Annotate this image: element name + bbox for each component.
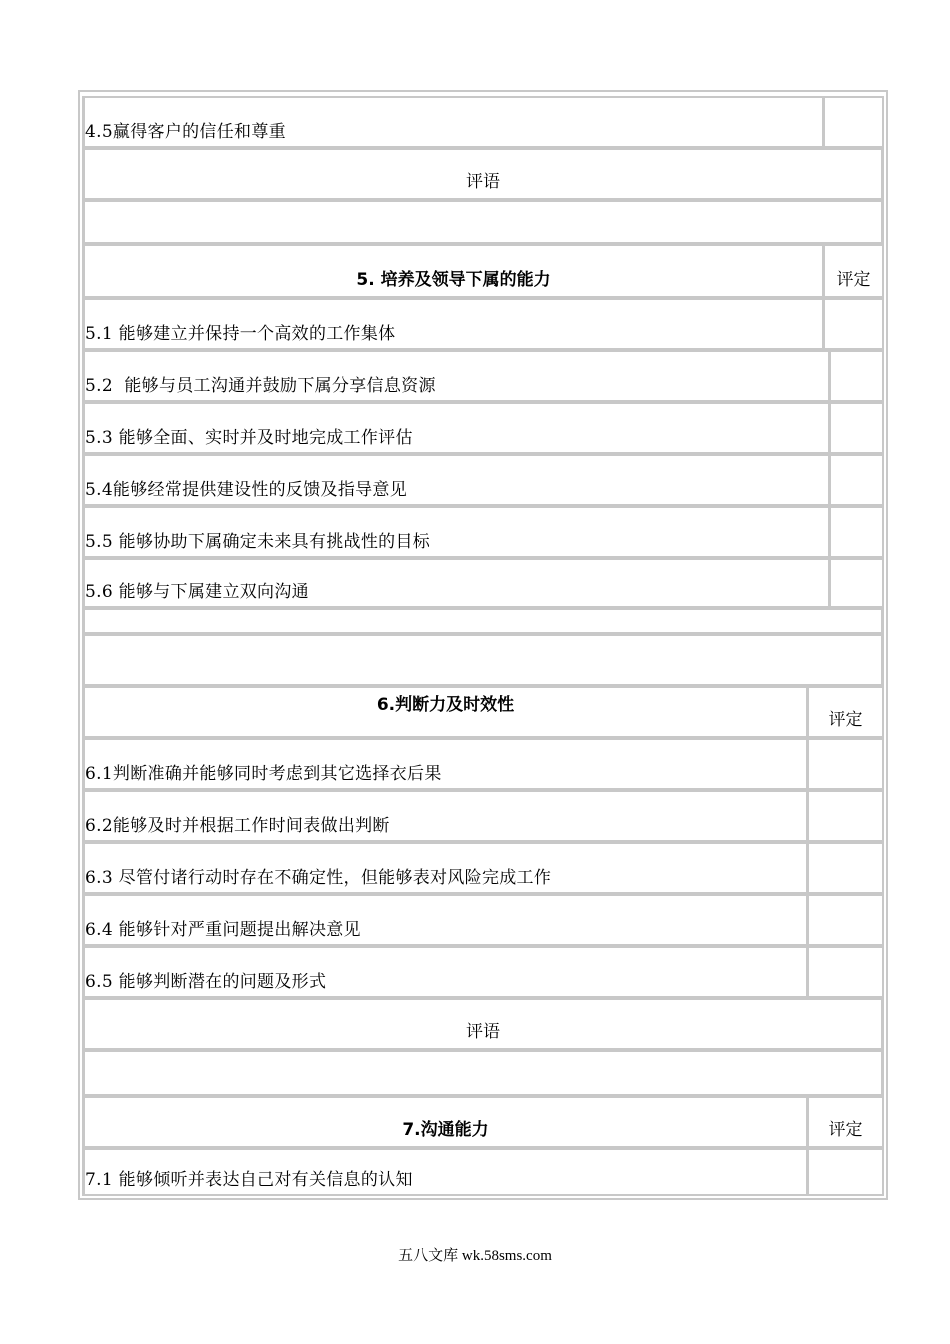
rating-cell[interactable] [822,300,882,348]
item-label: 6.3 尽管付诸行动时存在不确定性，但能够表对风险完成工作 [85,868,552,888]
table-row [82,298,884,350]
rating-cell[interactable] [806,948,882,996]
table-row [82,946,884,998]
comment-label: 评语 [466,1022,500,1042]
item-label: 5.4能够经常提供建设性的反馈及指导意见 [85,480,408,500]
table-row [82,738,884,790]
section-title: 6.判断力及时效性 [376,695,515,715]
item-label: 6.2能够及时并根据工作时间表做出判断 [85,816,390,836]
rating-cell[interactable] [806,1150,882,1194]
table-row [82,506,884,558]
spacer-row [82,634,884,686]
rating-header-cell [806,1098,882,1146]
rating-cell[interactable] [828,560,882,606]
section-title: 5. 培养及领导下属的能力 [356,270,551,290]
item-label: 6.1判断准确并能够同时考虑到其它选择衣后果 [85,764,442,784]
item-label: 7.1 能够倾听并表达自己对有关信息的认知 [85,1170,413,1190]
table-row [82,894,884,946]
comment-label-row [82,998,884,1050]
section-header-row [82,244,884,298]
comment-field[interactable] [82,1050,884,1096]
rating-label: 评定 [836,270,871,290]
item-label: 5.1 能够建立并保持一个高效的工作集体 [85,324,396,344]
rating-cell[interactable] [828,404,882,452]
rating-header-cell [822,246,882,296]
item-label: 5.2 能够与员工沟通并鼓励下属分享信息资源 [85,376,436,396]
table-row [82,558,884,608]
spacer-row [82,608,884,634]
rating-label: 评定 [828,710,863,730]
table-row [82,454,884,506]
item-label: 4.5赢得客户的信任和尊重 [85,122,286,142]
page-footer: 五八文库 wk.58sms.com [398,1248,552,1264]
section-header-row [82,686,884,738]
rating-cell[interactable] [828,508,882,556]
item-label: 5.3 能够全面、实时并及时地完成工作评估 [85,428,413,448]
item-label: 6.5 能够判断潜在的问题及形式 [85,972,327,992]
rating-header-cell [806,688,882,736]
rating-cell[interactable] [828,352,882,400]
table-row [82,790,884,842]
comment-field[interactable] [82,200,884,244]
section-title-cell [85,246,822,296]
section-header-row [82,1096,884,1148]
table-row [82,350,884,402]
rating-cell[interactable] [806,740,882,788]
table-row [82,1148,884,1196]
section-title-cell [85,688,806,736]
item-cell [85,98,822,146]
table-row [82,96,884,148]
rating-cell[interactable] [806,844,882,892]
table-row [82,842,884,894]
item-label: 5.5 能够协助下属确定未来具有挑战性的目标 [85,532,431,552]
item-label: 5.6 能够与下属建立双向沟通 [85,582,309,602]
section-title: 7.沟通能力 [402,1120,489,1140]
rating-cell[interactable] [828,456,882,504]
rating-cell[interactable] [822,98,882,146]
rating-cell[interactable] [806,896,882,944]
comment-label-row [82,148,884,200]
rating-cell[interactable] [806,792,882,840]
section-title-cell [85,1098,806,1146]
item-label: 6.4 能够针对严重问题提出解决意见 [85,920,361,940]
rating-label: 评定 [828,1120,863,1140]
comment-label: 评语 [466,172,500,192]
table-row [82,402,884,454]
